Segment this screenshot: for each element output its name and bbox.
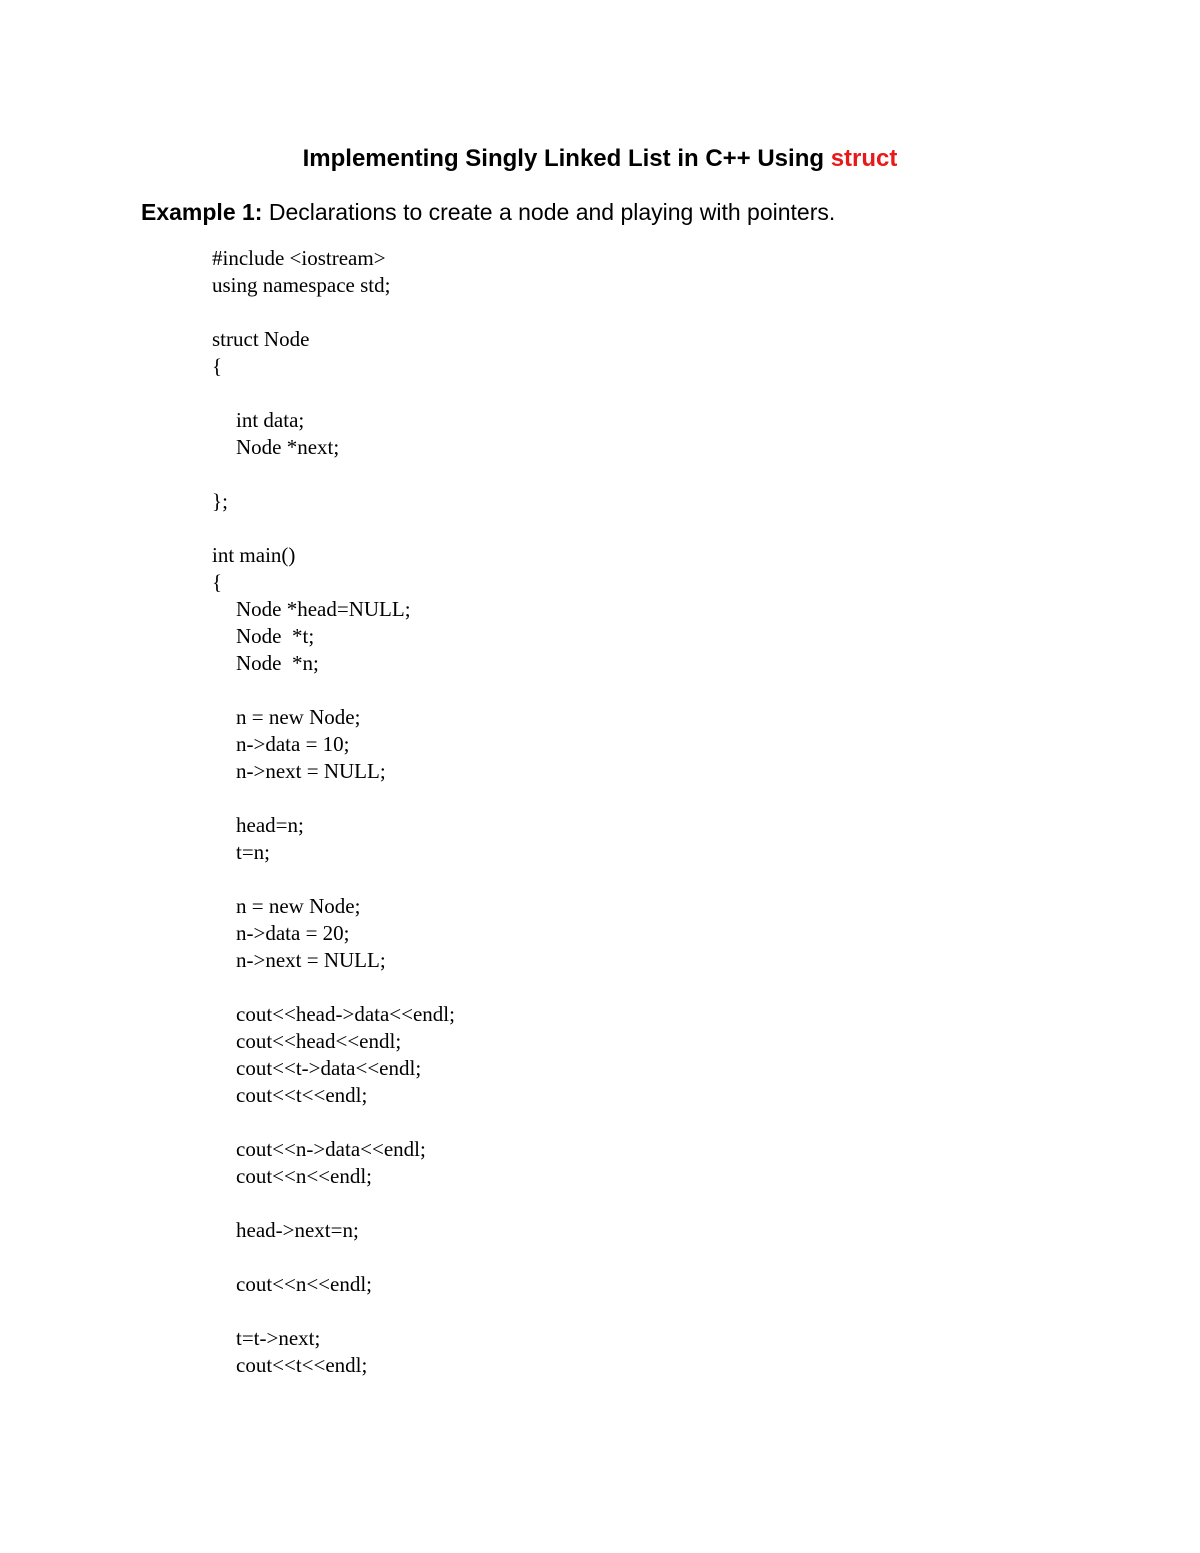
code-line: #include <iostream>	[212, 246, 386, 270]
code-line	[212, 461, 455, 488]
code-line	[212, 1190, 455, 1217]
code-line	[212, 974, 455, 1001]
code-line	[212, 866, 455, 893]
code-line	[212, 515, 455, 542]
code-line: Node *n;	[236, 651, 319, 675]
code-line	[212, 785, 455, 812]
code-line: cout<<t<<endl;	[236, 1083, 368, 1107]
code-line: {	[212, 570, 223, 594]
code-line: Node *head=NULL;	[236, 597, 411, 621]
code-line: n = new Node;	[236, 705, 361, 729]
code-line	[212, 677, 455, 704]
code-line: cout<<t<<endl;	[236, 1353, 368, 1377]
example-heading	[141, 194, 835, 230]
code-line: Node *t;	[236, 624, 315, 648]
code-line: cout<<n->data<<endl;	[236, 1137, 426, 1161]
code-line: cout<<head<<endl;	[236, 1029, 402, 1053]
code-line	[212, 1244, 455, 1271]
code-line: int main()	[212, 543, 296, 567]
document-title	[0, 141, 1200, 177]
code-line: };	[212, 489, 228, 513]
code-line: cout<<n<<endl;	[236, 1164, 373, 1188]
title-keyword: struct	[830, 145, 898, 172]
code-line: Node *next;	[236, 435, 340, 459]
code-line: n->data = 20;	[236, 921, 350, 945]
code-line: using namespace std;	[212, 273, 391, 297]
code-line: cout<<t->data<<endl;	[236, 1056, 422, 1080]
code-line	[212, 380, 455, 407]
title-text: Implementing Singly Linked List in C++ Using	[302, 145, 831, 172]
code-line: int data;	[236, 408, 305, 432]
code-block	[212, 245, 455, 1379]
code-line: {	[212, 354, 223, 378]
example-description: Declarations to create a node and playing with pointers.	[262, 199, 836, 225]
code-line: t=t->next;	[236, 1326, 321, 1350]
code-line	[212, 1109, 455, 1136]
code-line	[212, 1298, 455, 1325]
code-line: head->next=n;	[236, 1218, 359, 1242]
code-line: n = new Node;	[236, 894, 361, 918]
example-label: Example 1:	[141, 199, 263, 225]
code-line: cout<<head->data<<endl;	[236, 1002, 455, 1026]
code-line: t=n;	[236, 840, 271, 864]
code-line	[212, 299, 455, 326]
code-line: n->next = NULL;	[236, 948, 386, 972]
code-line: n->data = 10;	[236, 732, 350, 756]
code-line: struct Node	[212, 327, 310, 351]
code-line: n->next = NULL;	[236, 759, 386, 783]
code-line: head=n;	[236, 813, 304, 837]
code-line: cout<<n<<endl;	[236, 1272, 373, 1296]
